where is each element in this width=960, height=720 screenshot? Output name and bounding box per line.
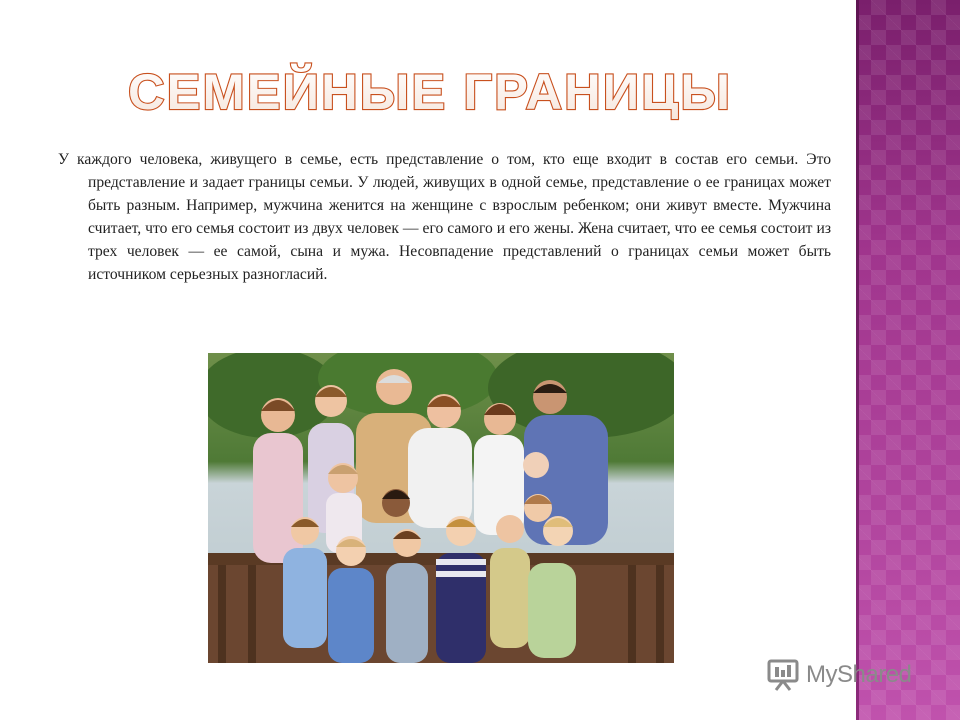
presentation-board-icon bbox=[766, 658, 800, 692]
decorative-sidebar bbox=[856, 0, 960, 720]
slide-title-text: СЕМЕЙНЫЕ ГРАНИЦЫ bbox=[128, 64, 724, 120]
watermark bbox=[766, 656, 926, 694]
family-photo bbox=[208, 353, 674, 663]
watermark-text: MyShared bbox=[806, 661, 912, 688]
slide-title-svg bbox=[120, 55, 740, 125]
slide-body-text: У каждого человека, живущего в семье, есть представление о том, кто еще входит в состав его семьи. Это представление и задает границы семьи. У людей, живущих в одной семье, представление о ее границах может быть разным. Например, мужчина женится на женщине с взрослым ребенком; они живут вместе. Мужчина считает, что его семья состоит из двух человек — его самого и его жены. Жена считает, что ее семья состоит из трех человек — ее самой, сына и мужа. Несовпадение представлений о границах семьи может быть источником серьезных разногласий. bbox=[58, 151, 831, 283]
sidebar-edge bbox=[856, 0, 859, 720]
family-photo-illustration bbox=[208, 353, 674, 663]
slide-title bbox=[120, 55, 740, 125]
